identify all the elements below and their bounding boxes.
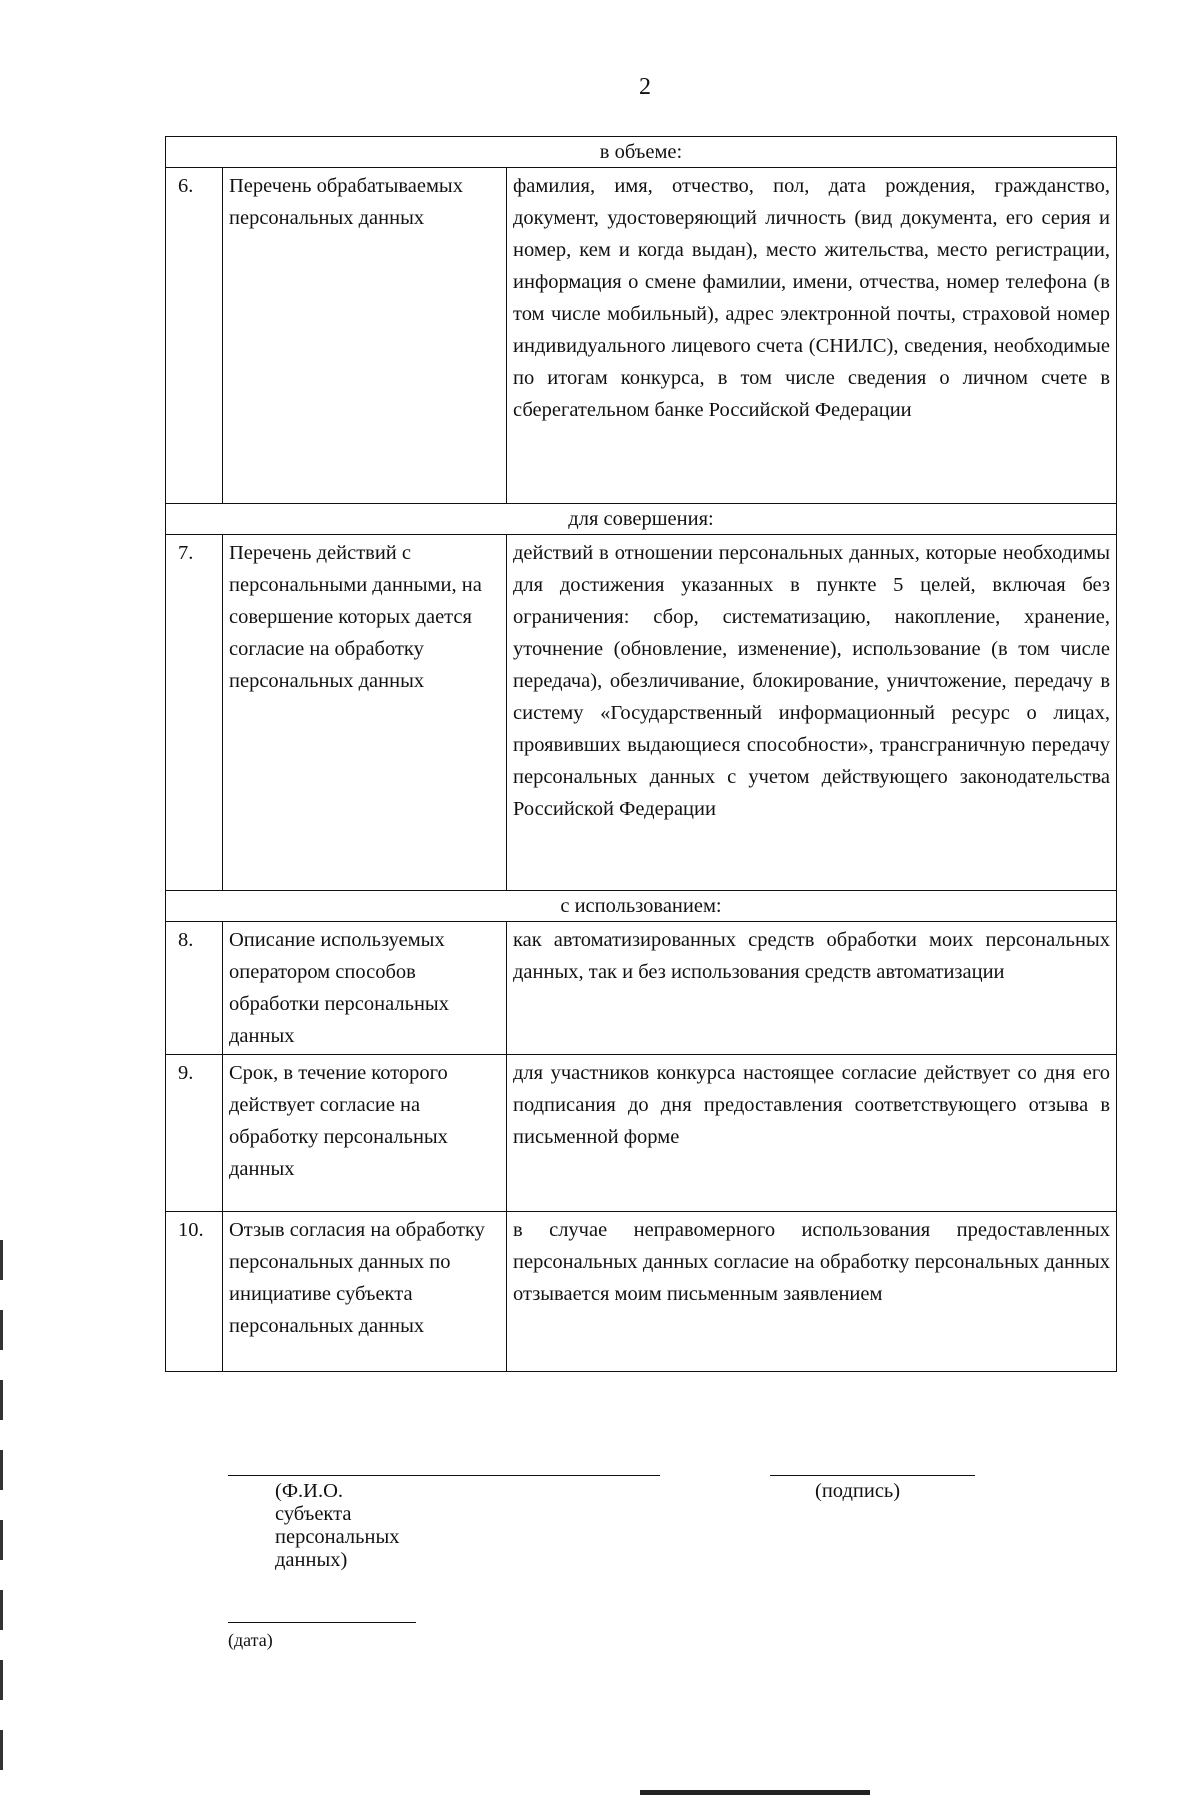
section-heading: для совершения: <box>166 504 1117 535</box>
section-row-actions <box>166 504 1117 535</box>
table-row <box>166 1055 1117 1212</box>
section-row-volume <box>166 137 1117 168</box>
name-line <box>228 1475 660 1476</box>
scan-edge-artifact <box>0 1240 3 1795</box>
signature-caption: (подпись) <box>815 1480 901 1502</box>
row-value: для участников конкурса настоящее согласие действует со дня его подписания до дня предоставления соответствующего отзыва в письменной форме <box>507 1055 1117 1212</box>
row-label: Перечень действий с персональными данными, на совершение которых дается согласие на обработку персональных данных <box>223 535 507 891</box>
row-value: в случае неправомерного использования предоставленных персональных данных согласие на обработку персональных данных отзывается моим письменным заявлением <box>507 1212 1117 1372</box>
section-heading: с использованием: <box>166 891 1117 922</box>
date-caption: (дата) <box>228 1630 273 1650</box>
row-value: действий в отношении персональных данных, которые необходимы для достижения указанных в пункте 5 целей, включая без ограничения: сбор, систематизацию, накопление, хранение, уточнение (обновление, изменение), использование (в том числе передача), обезличивание, блокирование, уничтожение, передачу в систему «Государственный информационный ресурс о лицах, проявивших выдающиеся способности», трансграничную передачу персональных данных с учетом действующего законодательства Российской Федерации <box>507 535 1117 891</box>
bottom-scan-mark <box>640 1790 870 1795</box>
row-number: 7. <box>166 535 223 891</box>
row-label: Перечень обрабатываемых персональных данных <box>223 168 507 504</box>
table-row <box>166 535 1117 891</box>
consent-table <box>165 136 1117 1372</box>
row-number: 9. <box>166 1055 223 1212</box>
row-label: Описание используемых оператором способов обработки персональных данных <box>223 922 507 1055</box>
page-number: 2 <box>639 74 651 100</box>
row-label: Срок, в течение которого действует согласие на обработку персональных данных <box>223 1055 507 1212</box>
table-row <box>166 922 1117 1055</box>
table-row <box>166 1212 1117 1372</box>
row-number: 10. <box>166 1212 223 1372</box>
signature-line <box>770 1475 975 1476</box>
row-number: 8. <box>166 922 223 1055</box>
name-caption: (Ф.И.О. субъекта персональных данных) <box>275 1480 400 1571</box>
row-value: фамилия, имя, отчество, пол, дата рождения, гражданство, документ, удостоверяющий личность (вид документа, его серия и номер, кем и когда выдан), место жительства, место регистрации, информация о смене фамилии, имени, отчества, номер телефона (в том числе мобильный), адрес электронной почты, страховой номер индивидуального лицевого счета (СНИЛС), сведения, необходимые по итогам конкурса, в том числе сведения о личном счете в сберегательном банке Российской Федерации <box>507 168 1117 504</box>
row-number: 6. <box>166 168 223 504</box>
section-row-methods <box>166 891 1117 922</box>
table-row <box>166 168 1117 504</box>
row-label: Отзыв согласия на обработку персональных данных по инициативе субъекта персональных данных <box>223 1212 507 1372</box>
row-value: как автоматизированных средств обработки моих персональных данных, так и без использования средств автоматизации <box>507 922 1117 1055</box>
section-heading: в объеме: <box>166 137 1117 168</box>
date-line <box>228 1622 416 1623</box>
